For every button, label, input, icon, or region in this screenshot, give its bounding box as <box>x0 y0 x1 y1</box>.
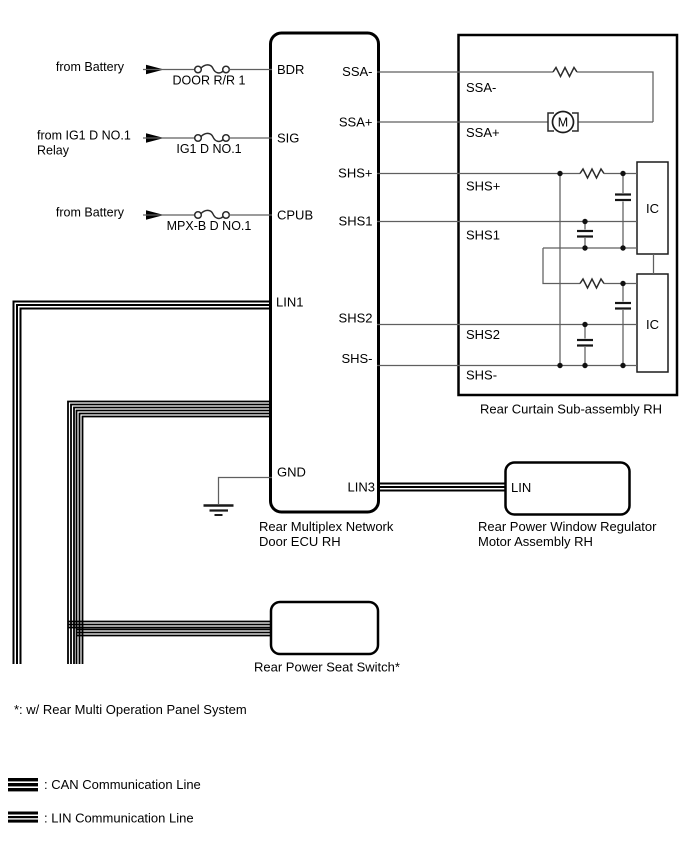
capacitor-icon <box>615 303 631 309</box>
lin3-bus <box>377 484 506 491</box>
resistor-icon <box>580 279 604 288</box>
curtain-pin-ssa-plus: SSA+ <box>466 125 500 140</box>
curtain-caption: Rear Curtain Sub-assembly RH <box>480 401 663 417</box>
ecu-pin-lin1: LIN1 <box>276 294 304 310</box>
ecu-pin-sig: SIG <box>277 130 300 146</box>
curtain-pin-shs2: SHS2 <box>466 327 500 342</box>
window-regulator-pin-label: LIN <box>511 480 532 495</box>
window-regulator-caption-line1: Rear Power Window Regulator <box>478 519 657 534</box>
input-row-bdr <box>56 60 272 88</box>
motor-label: M <box>557 115 569 130</box>
captions <box>14 402 662 718</box>
curtain-pin-shs-minus: SHS- <box>466 367 498 383</box>
resistor-icon <box>580 169 604 178</box>
ic1-label: IC <box>646 201 659 216</box>
ecu-pin-shs2: SHS2 <box>338 310 373 326</box>
gnd-wire <box>219 478 273 505</box>
ground-icon <box>204 506 234 516</box>
ecu-caption-line1: Rear Multiplex Network <box>259 519 394 534</box>
legend-lin-label: : LIN Communication Line <box>44 810 194 826</box>
ecu-pin-shs-plus: SHS+ <box>338 165 373 181</box>
source-label-line2: Relay <box>37 143 69 158</box>
ecu-box <box>271 33 379 512</box>
curtain-pin-ssa-minus: SSA- <box>466 80 497 95</box>
legend-can-symbol <box>8 778 38 791</box>
resistor-icon <box>553 68 577 77</box>
capacitor-icon <box>577 231 593 237</box>
window-regulator-caption-line2: Motor Assembly RH <box>478 534 593 549</box>
lin1-bus <box>14 302 273 665</box>
ground-connection <box>204 478 273 516</box>
fuse-label: DOOR R/R 1 <box>172 73 246 88</box>
ecu-pin-bdr: BDR <box>277 62 305 77</box>
fuse-icon <box>195 65 230 73</box>
source-label: from Battery <box>55 60 124 74</box>
capacitor-icon <box>615 195 631 201</box>
legend <box>8 777 201 826</box>
ecu-caption-line2: Door ECU RH <box>259 534 341 549</box>
motor-icon <box>548 112 578 133</box>
curtain-pin-shs-plus: SHS+ <box>466 178 501 194</box>
curtain-pin-shs1: SHS1 <box>466 227 500 243</box>
footnote: *: w/ Rear Multi Operation Panel System <box>14 702 247 717</box>
legend-can-label: : CAN Communication Line <box>44 777 201 792</box>
ecu-pin-lin3: LIN3 <box>347 479 375 495</box>
fuse-label: MPX-B D NO.1 <box>166 219 252 233</box>
source-label: from IG1 D NO.1 <box>37 128 131 143</box>
legend-lin-symbol <box>8 812 38 823</box>
source-label: from Battery <box>55 205 124 220</box>
ecu-pin-ssa-plus: SSA+ <box>338 114 373 130</box>
ic2-label: IC <box>646 317 659 332</box>
can-bus-inner <box>77 411 273 665</box>
ecu-pin-shs1: SHS1 <box>338 213 373 229</box>
ecu-pin-cpub: CPUB <box>277 207 314 223</box>
elbow-wire <box>543 248 580 284</box>
seat-switch-box <box>271 602 378 654</box>
can-bus-outer <box>68 402 272 665</box>
ecu-pin-labels <box>276 62 375 495</box>
ecu-pin-shs-minus: SHS- <box>341 351 373 366</box>
capacitor-icon <box>577 340 593 346</box>
fuse-icon <box>195 133 230 141</box>
fuse-label: IG1 D NO.1 <box>176 142 242 156</box>
ecu-pin-ssa-minus: SSA- <box>342 64 373 79</box>
input-row-cpub <box>56 206 272 234</box>
ssa-minus-wire <box>577 72 653 122</box>
ecu-pin-gnd: GND <box>277 464 306 480</box>
fuse-icon <box>195 210 230 218</box>
input-row-sig <box>37 129 272 158</box>
seat-switch-caption: Rear Power Seat Switch* <box>254 659 400 675</box>
curtain-circuit <box>377 68 653 369</box>
